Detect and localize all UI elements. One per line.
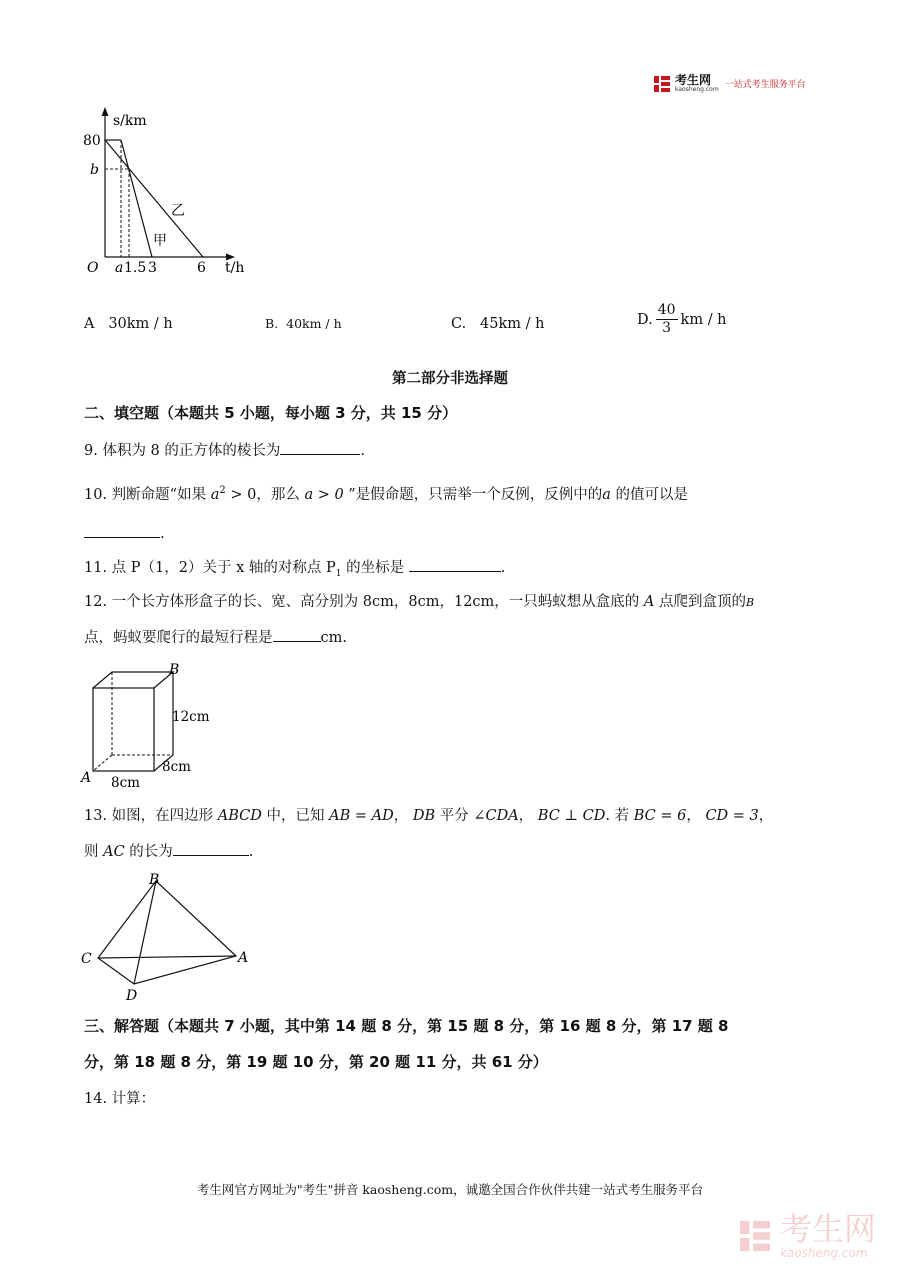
q12-line1-a: 12. 一个长方体形盒子的长、宽、高分别为 8cm，8cm，12cm，一只蚂蚁想从盒底的 [84, 594, 640, 610]
q13-quad: ABCD [217, 808, 262, 824]
x-axis-label: t/h [225, 260, 245, 276]
q10-var: a [602, 486, 611, 503]
option-a-letter: A [84, 316, 95, 332]
logo-url: kaosheng.com [675, 86, 719, 93]
q12-point-b: B [746, 596, 755, 609]
cuboid-figure [78, 660, 228, 792]
q13-c4: BC ⊥ CD [537, 808, 606, 824]
q10-prefix: 10. 判断命题“如果 [84, 486, 207, 503]
part2-title: 第二部分非选择题 [392, 371, 508, 387]
q9-end: . [360, 443, 365, 459]
quad-vertex-a: A [238, 950, 249, 966]
x-tick-1-5: 1.5 [124, 260, 147, 276]
cuboid-vertex-b: B [169, 662, 180, 678]
option-b[interactable] [265, 316, 342, 331]
q10-answer-blank[interactable] [84, 523, 160, 538]
cuboid-height-label: 12cm [172, 709, 210, 725]
q10-end: . [160, 526, 165, 542]
cuboid-vertex-a: A [81, 770, 92, 786]
section3-heading-line2: 分，第 18 题 8 分，第 19 题 10 分，第 20 题 11 分，共 61 分） [84, 1053, 548, 1071]
q10-suffix: ”是假命题，只需举一个反例，反例中的 [348, 486, 603, 503]
q13-c5: BC = 6 [633, 808, 687, 824]
q13-answer-blank[interactable] [173, 841, 249, 856]
option-a-value: 30km / h [108, 316, 173, 332]
question-13-line2 [84, 841, 253, 862]
quad-vertex-d: D [126, 988, 138, 1004]
distance-time-graph [75, 105, 265, 285]
cuboid-hidden-depth [93, 755, 112, 771]
header-logo [653, 74, 806, 93]
x-tick-6: 6 [197, 260, 206, 276]
question-10 [84, 481, 688, 505]
q13-c2: DB [412, 808, 436, 824]
cuboid-right-face [154, 672, 173, 771]
q13-end: . [248, 844, 254, 860]
q12-point-a: A [643, 594, 655, 610]
q12-answer-blank[interactable] [273, 627, 321, 642]
option-a[interactable] [84, 316, 173, 332]
quad-outline [98, 881, 236, 984]
q12-line2-a: 点，蚂蚁要爬行的最短行程是 [84, 630, 273, 646]
question-12-line2 [84, 627, 347, 648]
q12-line1-b: 点爬到盒顶的 [659, 594, 746, 610]
question-11 [84, 557, 505, 584]
q13-line2-b: 的长为 [129, 844, 173, 860]
q10-expr1-base: a [210, 486, 220, 503]
q13-line2-v: AC [103, 844, 125, 860]
watermark-text: 考生网 [779, 1210, 876, 1248]
y-axis-arrow-icon [102, 107, 109, 116]
question-13: 13. 如图，在四边形 ABCD 中，已知 AB = AD， DB 平分 ∠CDA， BC ⊥ CD. 若 BC = 6， CD = 3， [84, 808, 774, 824]
option-d[interactable] [637, 302, 727, 337]
q10-expr2: a > 0 [304, 486, 344, 503]
q11-text: 11. 点 P（1，2）关于 x 轴的对称点 P [84, 560, 336, 576]
q9-text: 9. 体积为 8 的正方体的棱长为 [84, 443, 281, 459]
watermark-logo-icon [738, 1216, 772, 1256]
option-c-value: 45km / h [480, 316, 545, 332]
q13-c2b: 平分 [439, 808, 469, 824]
option-d-letter: D. [637, 311, 653, 328]
option-b-value: 40km / h [286, 316, 342, 331]
q10-tail: 的值可以是 [615, 486, 688, 503]
q13-line2-a: 则 [84, 844, 99, 860]
label-yi: 乙 [171, 203, 185, 219]
option-d-fraction [656, 302, 678, 337]
origin-label: O [87, 260, 99, 276]
line-jia [121, 140, 152, 257]
option-b-letter: B. [265, 316, 279, 331]
x-tick-a: a [115, 260, 124, 276]
label-jia: 甲 [153, 233, 167, 249]
q9-answer-blank[interactable] [280, 440, 360, 455]
q13-a: 13. 如图，在四边形 [84, 808, 214, 824]
q10-expr1-exp: 2 [219, 485, 226, 496]
footer-text: 考生网官方网址为"考生"拼音 kaosheng.com，诚邀全国合作伙伴共建一站式考生服务平台 [196, 1182, 704, 1197]
question-14: 14. 计算： [84, 1091, 156, 1107]
option-d-unit: km / h [680, 311, 727, 328]
question-10-line2 [84, 523, 165, 544]
q11-text2: 的坐标是 [346, 560, 405, 576]
section2-heading: 二、填空题（本题共 5 小题，每小题 3 分，共 15 分） [84, 404, 458, 422]
cuboid-front-face [93, 688, 154, 771]
logo-slogan: 一站式考生服务平台 [724, 80, 806, 90]
y-tick-80: 80 [83, 133, 101, 149]
q11-end: . [500, 560, 506, 576]
option-c[interactable] [451, 316, 544, 332]
cuboid-depth-label: 8cm [162, 759, 191, 775]
option-d-denominator: 3 [662, 320, 672, 336]
section3-heading-line1: 三、解答题（本题共 7 小题，其中第 14 题 8 分，第 15 题 8 分，第 16 题 8 分，第 17 题 8 [84, 1017, 729, 1035]
watermark-url: kaosheng.com [779, 1246, 868, 1260]
q13-c5a: . 若 [605, 808, 630, 824]
logo-text: 考生网 [675, 73, 712, 87]
q13-c6: CD = 3 [705, 808, 759, 824]
kaosheng-logo-icon [653, 75, 671, 93]
quadrilateral-figure [76, 866, 266, 1008]
x-tick-3: 3 [148, 260, 157, 276]
quad-vertex-b: B [149, 872, 160, 888]
q10-expr1-rest: > 0 [225, 486, 257, 503]
q13-c3: ∠CDA [473, 808, 519, 824]
y-axis-label: s/km [113, 113, 147, 129]
q13-b: 中，已知 [266, 808, 325, 824]
question-9 [84, 440, 365, 461]
q11-sub: 1 [335, 568, 342, 579]
option-d-numerator: 40 [657, 302, 676, 318]
question-12 [84, 592, 754, 613]
option-c-letter: C. [451, 316, 467, 332]
y-tick-b: b [90, 162, 99, 178]
q11-answer-blank[interactable] [409, 557, 501, 572]
cuboid-top-face [93, 672, 173, 688]
q12-line2-b: cm. [320, 630, 347, 646]
diagonal-ca [98, 956, 236, 958]
q10-mid: ，那么 [256, 486, 300, 503]
quad-vertex-c: C [81, 951, 92, 967]
watermark [738, 1212, 876, 1260]
cuboid-length-label: 8cm [111, 775, 140, 791]
q13-c1: AB = AD [329, 808, 394, 824]
